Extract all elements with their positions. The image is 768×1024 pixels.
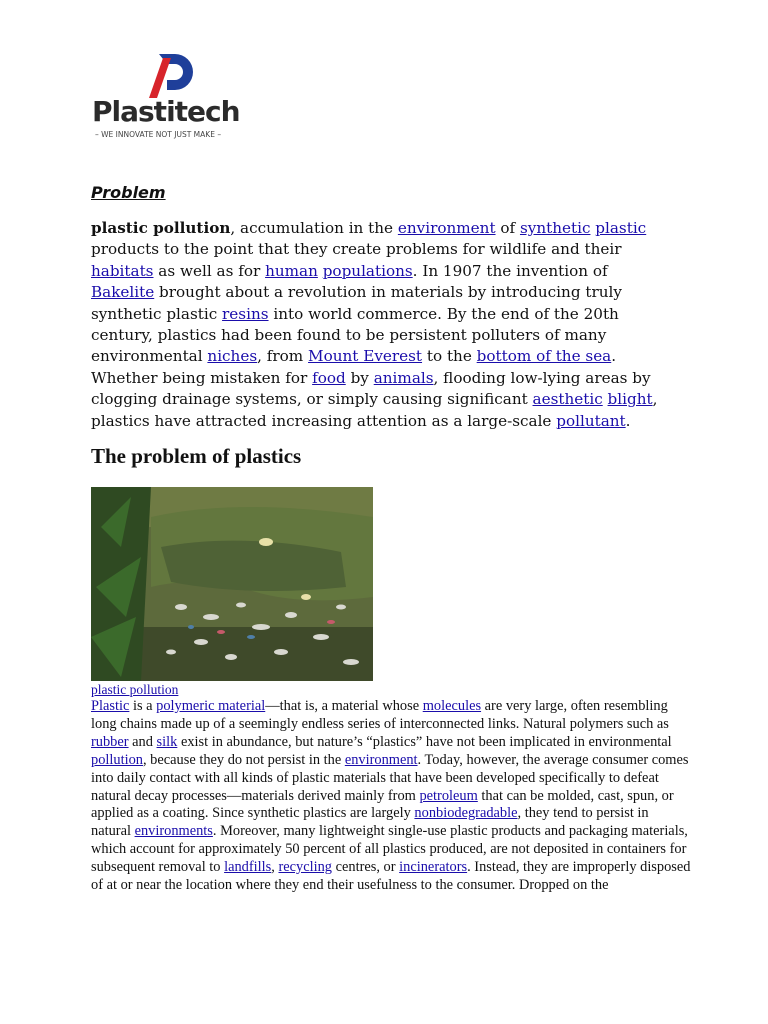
text: and xyxy=(128,733,157,750)
link-environments[interactable]: environments xyxy=(134,823,213,840)
text: , they tend to persist in natural xyxy=(91,805,649,840)
text: . Whether being mistaken for xyxy=(91,347,617,387)
link-petroleum[interactable]: petroleum xyxy=(419,787,478,804)
link-resins[interactable]: resins xyxy=(222,304,269,323)
text: , from xyxy=(257,347,309,366)
text: , because they do not persist in the xyxy=(142,751,345,768)
link-environment[interactable]: environment xyxy=(397,219,496,237)
text: exist in abundance, but nature’s “plastics” have not been implicated in environmental xyxy=(177,733,672,750)
link-populations[interactable]: populations xyxy=(322,261,413,280)
link-niches[interactable]: niches xyxy=(207,347,258,366)
text: centres, or xyxy=(332,859,400,876)
text: to the xyxy=(422,347,477,366)
link-incinerators[interactable]: incinerators xyxy=(399,859,468,876)
body-paragraph xyxy=(91,698,691,930)
link-molecules[interactable]: molecules xyxy=(422,698,482,714)
link-silk[interactable]: silk xyxy=(156,733,178,750)
image-caption-link[interactable]: plastic pollution xyxy=(91,682,179,697)
link-synthetic[interactable]: synthetic xyxy=(519,219,591,237)
text: , flooding low-lying areas by clogging drainage systems, or simply causing significant xyxy=(91,368,651,409)
link-nonbiodegradable[interactable]: nonbiodegradable xyxy=(414,805,518,822)
text: products to the point that they create problems for wildlife and their xyxy=(91,240,622,259)
term-plastic-pollution: plastic pollution xyxy=(91,219,231,237)
plastic-pollution-photo xyxy=(91,487,373,681)
link-aesthetic[interactable]: aesthetic xyxy=(532,390,603,409)
link-pollutant[interactable]: pollutant xyxy=(556,411,626,430)
link-food[interactable]: food xyxy=(312,368,346,387)
plastitech-logo-mark-icon xyxy=(145,48,201,100)
link-habitats[interactable]: habitats xyxy=(91,261,154,280)
text: as well as for xyxy=(153,261,266,280)
text: . xyxy=(625,411,631,430)
logo-tagline: – WE INNOVATE NOT JUST MAKE – xyxy=(95,130,222,139)
link-environment[interactable]: environment xyxy=(344,751,418,768)
text: —that is, a material whose xyxy=(265,698,423,714)
text: , accumulation in the xyxy=(230,219,398,237)
link-blight[interactable]: blight xyxy=(607,390,653,409)
logo-wordmark: Plastitech xyxy=(92,95,240,128)
link-animals[interactable]: animals xyxy=(373,368,434,387)
text: is a xyxy=(129,698,157,714)
link-recycling[interactable]: recycling xyxy=(278,859,333,876)
link-plastic[interactable]: Plastic xyxy=(91,698,130,714)
link-bakelite[interactable]: Bakelite xyxy=(91,283,155,302)
text: . Today, however, the average consumer comes into daily contact with all kinds of plastic materials that have been developed specifically to defeat natural decay processes—materials derived mainly from xyxy=(91,751,689,804)
problem-heading: Problem xyxy=(91,183,166,202)
section-title: The problem of plastics xyxy=(91,444,302,468)
text: . In 1907 the invention of xyxy=(412,261,608,280)
link-bottom-of-the-sea[interactable]: bottom of the sea xyxy=(476,347,612,366)
text: . Moreover, many lightweight single-use plastic products and packaging materials, which account for approximately 50 percent of all plastics produced, are not deposited in containers for subsequent removal to xyxy=(91,823,688,876)
link-rubber[interactable]: rubber xyxy=(91,733,129,750)
link-mount-everest[interactable]: Mount Everest xyxy=(308,347,423,366)
text: of xyxy=(495,219,520,237)
plastitech-logo xyxy=(90,46,260,142)
link-plastic[interactable]: plastic xyxy=(595,219,647,237)
text: into world commerce. By the end of the 20th century, plastics had been found to be persistent polluters of many environmental xyxy=(91,304,619,366)
intro-paragraph xyxy=(91,218,671,432)
text: by xyxy=(345,368,374,387)
text: , plastics have attracted increasing attention as a large-scale xyxy=(91,390,658,430)
link-human[interactable]: human xyxy=(265,261,318,280)
link-landfills[interactable]: landfills xyxy=(224,859,272,876)
link-pollution[interactable]: pollution xyxy=(91,751,143,768)
text: . Instead, they are improperly disposed of at or near the location where they end their usefulness to the consumer. Dropped on the xyxy=(91,859,691,894)
link-polymeric-material[interactable]: polymeric material xyxy=(156,698,266,714)
text: brought about a revolution in materials by introducing truly synthetic plastic xyxy=(91,283,622,323)
text: , xyxy=(271,859,279,876)
text: are very large, often resembling long chains made up of a seemingly endless series of interconnected links. Natural polymers such as xyxy=(91,698,669,732)
text: that can be molded, cast, spun, or applied as a coating. Since synthetic plastics are largely xyxy=(91,787,674,822)
